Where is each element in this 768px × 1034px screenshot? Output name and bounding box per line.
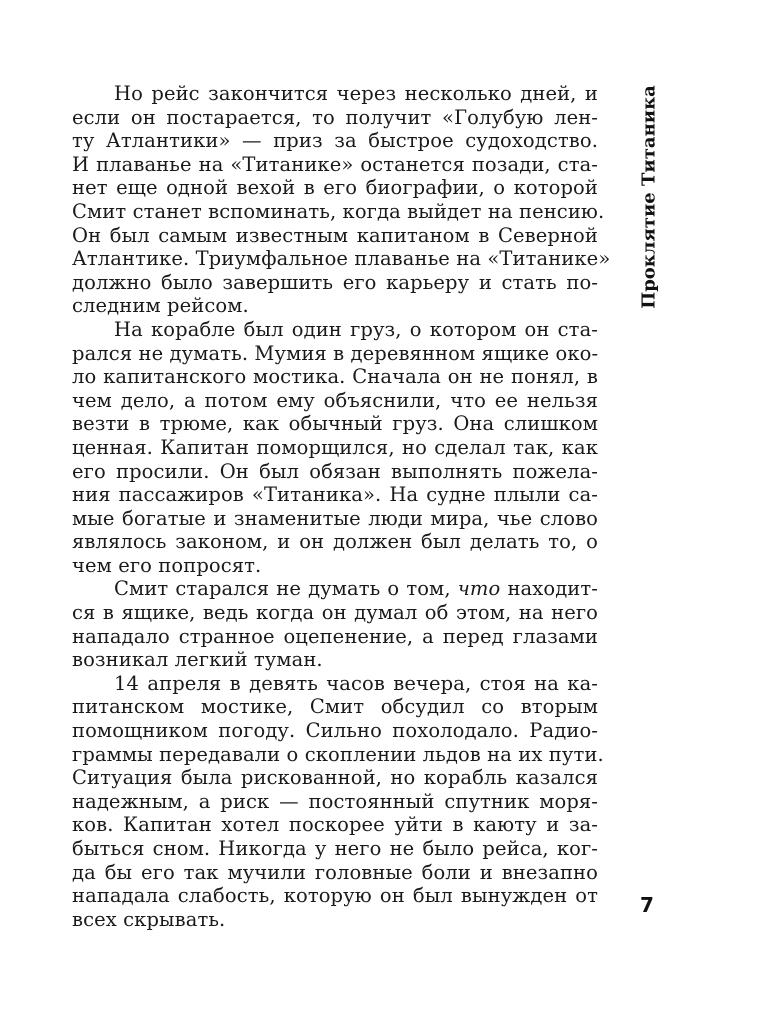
page-number: 7 bbox=[640, 893, 654, 917]
text-line: чем его попросят. bbox=[72, 553, 262, 577]
text-line: везти в трюме, как обычный груз. Она слишком bbox=[72, 412, 598, 436]
text-line: помощником погоду. Сильно похолодало. Радио- bbox=[72, 719, 598, 743]
text-line: ценная. Капитан поморщился, но сделал так, как bbox=[72, 435, 598, 459]
text-line: нет еще одной вехой в его биографии, о которой bbox=[72, 176, 598, 200]
text-line bbox=[72, 577, 598, 601]
text-segment: Смит старался не думать о том, bbox=[114, 577, 458, 601]
text-line: рался не думать. Мумия в деревянном ящике око- bbox=[72, 341, 599, 365]
text-segment: находит- bbox=[500, 577, 598, 601]
text-line: ния пассажиров «Титаника». На судне плыли са- bbox=[72, 483, 598, 507]
text-line: его просили. Он был обязан выполнять пожела- bbox=[72, 459, 598, 483]
text-line: ту Атлантики» — приз за быстрое судоходство. bbox=[72, 129, 598, 153]
text-line: И плаванье на «Титанике» останется позади, ста- bbox=[72, 152, 598, 176]
text-line: должно было завершить его карьеру и стать по- bbox=[72, 270, 598, 294]
body-text bbox=[72, 82, 611, 931]
text-line: быться сном. Никогда у него не было рейса, ког- bbox=[72, 837, 598, 860]
text-line: нападала слабость, которую он был вынужден от bbox=[72, 884, 598, 908]
text-line: ков. Капитан хотел поскорее уйти в каюту и за- bbox=[72, 813, 598, 837]
text-line: Ситуация была рискованной, но корабль казался bbox=[72, 766, 598, 790]
text-line: ся в ящике, ведь когда он думал об этом, на него bbox=[72, 601, 598, 625]
text-line: возникал легкий туман. bbox=[72, 648, 323, 672]
text-line: Он был самым известным капитаном в Северной bbox=[72, 223, 598, 247]
text-line: мые богатые и знаменитые люди мира, чье слово bbox=[72, 506, 598, 530]
text-line: следним рейсом. bbox=[72, 294, 249, 318]
running-head bbox=[632, 85, 666, 309]
text-line: Атлантике. Триумфальное плаванье на «Титанике» bbox=[72, 247, 611, 271]
text-line: ло капитанского мостика. Сначала он не понял, в bbox=[72, 365, 598, 389]
text-line: Но рейс закончится через несколько дней, и bbox=[114, 82, 598, 105]
text-line: Смит станет вспоминать, когда выйдет на пенсию. bbox=[72, 199, 605, 223]
text-line: На корабле был один груз, о котором он ста- bbox=[114, 317, 598, 341]
text-line: нападало странное оцепенение, а перед глазами bbox=[72, 624, 598, 648]
text-line: да бы его так мучили головные боли и внезапно bbox=[72, 860, 598, 884]
text-line: являлось законом, и он должен был делать то, о bbox=[72, 530, 598, 554]
text-line: граммы передавали о скоплении льдов на их пути. bbox=[72, 742, 604, 766]
running-head-title: Проклятие Титаника bbox=[638, 85, 660, 309]
text-line: питанском мостике, Смит обсудил со вторым bbox=[72, 695, 598, 719]
text-line: если он постарается, то получит «Голубую лен- bbox=[72, 105, 598, 129]
text-line: всех скрывать. bbox=[72, 907, 226, 931]
emphasis-word: что bbox=[457, 577, 501, 601]
text-line: чем дело, а потом ему объяснили, что ее нельзя bbox=[72, 388, 598, 412]
text-line: 14 апреля в девять часов вечера, стоя на ка- bbox=[114, 671, 598, 695]
text-line: надежным, а риск — постоянный спутник моря- bbox=[72, 789, 598, 813]
